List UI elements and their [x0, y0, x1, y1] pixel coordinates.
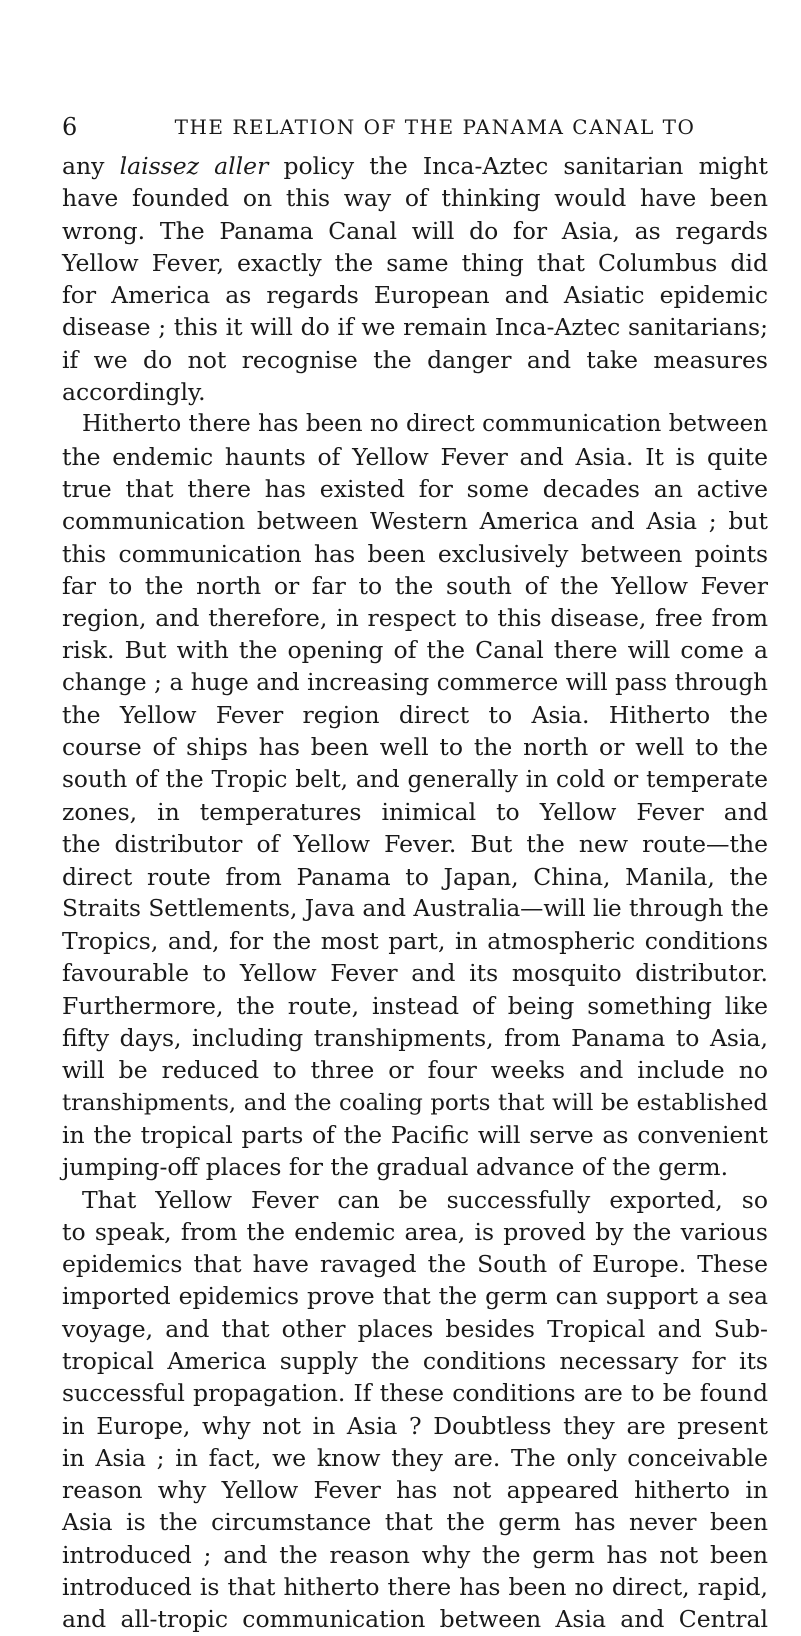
text-line: in Asia ; in fact, we know they are. The only conceivable	[62, 1443, 768, 1472]
text-line: zones, in temperatures inimical to Yellow Fever and	[62, 797, 768, 826]
text-line: Asia is the circumstance that the germ has never been	[62, 1508, 768, 1537]
text-line: fifty days, including transhipments, from Panama to Asia,	[62, 1024, 768, 1053]
text-line: if we do not recognise the danger and take measures	[62, 345, 768, 374]
text-fragment: any	[62, 152, 120, 180]
text-line: successful propagation. If these conditions are to be found	[62, 1379, 768, 1408]
text-line: accordingly.	[62, 378, 206, 407]
text-line: region, and therefore, in respect to this disease, free from	[62, 604, 768, 633]
text-line: introduced is that hitherto there has been no direct, rapid,	[62, 1573, 768, 1602]
text-line: reason why Yellow Fever has not appeared hitherto in	[62, 1476, 768, 1505]
text-line: Hitherto there has been no direct communication between	[82, 411, 768, 438]
text-line: south of the Tropic belt, and generally in cold or temperate	[62, 765, 768, 793]
text-line: in the tropical parts of the Pacific will serve as convenient	[62, 1120, 768, 1149]
text-line: the distributor of Yellow Fever. But the new route—the	[62, 830, 768, 859]
text-line: Straits Settlements, Java and Australia—will lie through the	[62, 894, 769, 922]
text-line: imported epidemics prove that the germ can support a sea	[62, 1282, 768, 1311]
text-line: epidemics that have ravaged the South of Europe. These	[62, 1250, 768, 1279]
text-fragment: policy the Inca-Aztec sanitarian might	[268, 152, 768, 180]
text-line: jumping-off places for the gradual advance of the germ.	[62, 1153, 729, 1182]
text-line: the Yellow Fever region direct to Asia. Hitherto the	[62, 701, 768, 730]
text-line: transhipments, and the coaling ports that will be established	[62, 1089, 768, 1116]
text-line: Tropics, and, for the most part, in atmospheric conditions	[62, 927, 768, 956]
text-line: far to the north or far to the south of the Yellow Fever	[62, 571, 768, 600]
text-line: change ; a huge and increasing commerce will pass through	[62, 669, 768, 696]
text-line: voyage, and that other places besides Tropical and Sub-	[62, 1314, 768, 1343]
text-line: communication between Western America and Asia ; but	[62, 507, 768, 536]
text-line: to speak, from the endemic area, is proved by the various	[62, 1217, 768, 1246]
text-line: Yellow Fever, exactly the same thing that Columbus did	[62, 248, 768, 277]
text-line: course of ships has been well to the north or well to the	[62, 733, 768, 762]
text-line: have founded on this way of thinking would have been	[62, 184, 768, 213]
body-text	[62, 150, 768, 1636]
text-line: true that there has existed for some decades an active	[62, 474, 768, 503]
page-number: 6	[62, 113, 78, 141]
text-line: direct route from Panama to Japan, China, Manila, the	[62, 862, 768, 891]
text-line: introduced ; and the reason why the germ has not been	[62, 1540, 768, 1569]
text-line: will be reduced to three or four weeks and include no	[62, 1056, 768, 1085]
text-line: Furthermore, the route, instead of being something like	[62, 991, 768, 1020]
text-line: That Yellow Fever can be successfully exported, so	[82, 1185, 768, 1214]
running-head	[62, 109, 760, 145]
text-line: in Europe, why not in Asia ? Doubtless they are present	[62, 1411, 768, 1440]
text-line: disease ; this it will do if we remain Inca-Aztec sanitarians;	[62, 313, 768, 342]
text-line: the endemic haunts of Yellow Fever and Asia. It is quite	[62, 442, 768, 471]
text-line: wrong. The Panama Canal will do for Asia, as regards	[62, 216, 768, 245]
text-line: for America as regards European and Asiatic epidemic	[62, 281, 768, 310]
text-line: favourable to Yellow Fever and its mosquito distributor.	[62, 959, 768, 988]
italic-phrase: laissez aller	[119, 152, 269, 180]
text-line: tropical America supply the conditions necessary for its	[62, 1346, 768, 1375]
text-line: and all-tropic communication between Asia and Central	[62, 1605, 768, 1634]
text-line	[62, 150, 768, 182]
running-title: THE RELATION OF THE PANAMA CANAL TO	[174, 115, 696, 139]
text-line: this communication has been exclusively between points	[62, 539, 768, 568]
text-line: risk. But with the opening of the Canal there will come a	[62, 636, 768, 665]
